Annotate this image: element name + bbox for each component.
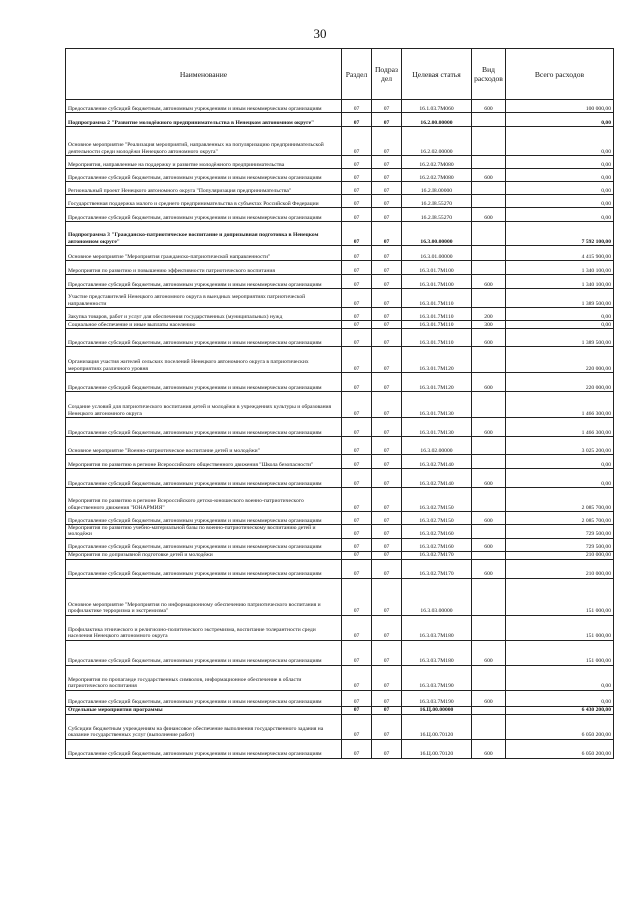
row-subsection-cell: 07: [372, 208, 402, 222]
row-target-cell: 16.3.01.7M110: [402, 321, 472, 329]
table-row: [66, 437, 614, 455]
table-row: [66, 347, 614, 373]
row-expense-type-cell: 600: [472, 469, 506, 488]
row-expense-type-cell: [472, 156, 506, 169]
expenses-table: [65, 48, 614, 759]
row-section-cell: 07: [342, 246, 372, 261]
row-section-cell: 07: [342, 392, 372, 418]
row-subsection-cell: 07: [372, 488, 402, 512]
row-section-cell: 07: [342, 373, 372, 392]
row-expense-type-cell: 600: [472, 208, 506, 222]
row-expense-type-cell: 600: [472, 559, 506, 578]
row-target-cell: 16.3.02.7M140: [402, 455, 472, 469]
row-subsection-cell: 07: [372, 127, 402, 156]
row-target-cell: 16.3.03.7M190: [402, 690, 472, 706]
row-total-cell: 4 415 900,00: [506, 246, 614, 261]
row-target-cell: 16.2.02.7M080: [402, 156, 472, 169]
row-section-cell: 07: [342, 437, 372, 455]
row-section-cell: 07: [342, 289, 372, 308]
row-total-cell: 1 340 100,00: [506, 275, 614, 289]
row-subsection-cell: 07: [372, 455, 402, 469]
row-target-cell: 16.3.01.7M110: [402, 308, 472, 321]
row-name-cell: Региональный проект Ненецкого автономного округа "Популяризация предпринимательства": [66, 182, 342, 195]
header-section: Раздел: [342, 49, 372, 100]
row-name-cell: Мероприятия по развитию и повышению эффективности патриотического воспитания: [66, 261, 342, 275]
row-total-cell: 0,00: [506, 690, 614, 706]
row-name-cell: Предоставление субсидий бюджетным, автономным учреждениям и иным некоммерческим организациям: [66, 690, 342, 706]
row-section-cell: 07: [342, 347, 372, 373]
row-name-cell: Отдельные мероприятия программы: [66, 706, 342, 714]
row-name-cell: Предоставление субсидий бюджетным, автономным учреждениям и иным некоммерческим организациям: [66, 169, 342, 182]
row-total-cell: 0,00: [506, 127, 614, 156]
row-target-cell: 16.2.I8.55270: [402, 208, 472, 222]
table-row: [66, 706, 614, 714]
row-expense-type-cell: 600: [472, 690, 506, 706]
row-section-cell: 07: [342, 538, 372, 551]
row-name-cell: Предоставление субсидий бюджетным, автономным учреждениям и иным некоммерческим организациям: [66, 373, 342, 392]
row-section-cell: 07: [342, 714, 372, 739]
row-total-cell: 0,00: [506, 156, 614, 169]
row-section-cell: 07: [342, 156, 372, 169]
table-row: [66, 308, 614, 321]
row-total-cell: 100 000,00: [506, 100, 614, 113]
table-row: [66, 222, 614, 246]
row-name-cell: Предоставление субсидий бюджетным, автономным учреждениям и иным некоммерческим организациям: [66, 329, 342, 347]
row-expense-type-cell: [472, 437, 506, 455]
table-row: [66, 169, 614, 182]
row-total-cell: 3 025 200,00: [506, 437, 614, 455]
table-row: [66, 488, 614, 512]
row-target-cell: 16.2.I8.00000: [402, 182, 472, 195]
row-subsection-cell: 07: [372, 418, 402, 437]
table-row: [66, 182, 614, 195]
row-subsection-cell: 07: [372, 261, 402, 275]
row-section-cell: 07: [342, 195, 372, 208]
row-subsection-cell: 07: [372, 559, 402, 578]
table-row: [66, 615, 614, 640]
header-name: Наименование: [66, 49, 342, 100]
row-expense-type-cell: 300: [472, 321, 506, 329]
row-target-cell: 16.Ц.00.00000: [402, 706, 472, 714]
row-name-cell: Основное мероприятие "Военно-патриотическое воспитание детей и молодёжи": [66, 437, 342, 455]
row-expense-type-cell: [472, 113, 506, 127]
row-expense-type-cell: 600: [472, 329, 506, 347]
page-number: 30: [313, 26, 327, 41]
row-subsection-cell: 07: [372, 222, 402, 246]
row-target-cell: 16.3.02.7M150: [402, 512, 472, 525]
row-expense-type-cell: [472, 706, 506, 714]
row-expense-type-cell: [472, 578, 506, 615]
row-name-cell: Государственная поддержка малого и среднего предпринимательства в субъектах Российской Федерации: [66, 195, 342, 208]
table-row: [66, 559, 614, 578]
row-name-cell: Создание условий для патриотического воспитания детей и молодёжи в учреждениях культуры и образования Ненецкого автономного округа: [66, 392, 342, 418]
row-subsection-cell: 07: [372, 392, 402, 418]
row-section-cell: 07: [342, 665, 372, 690]
row-expense-type-cell: 600: [472, 418, 506, 437]
row-name-cell: Предоставление субсидий бюджетным, автономным учреждениям и иным некоммерческим организациям: [66, 208, 342, 222]
row-expense-type-cell: [472, 261, 506, 275]
row-total-cell: 0,00: [506, 469, 614, 488]
row-target-cell: 16.2.02.7M080: [402, 169, 472, 182]
row-section-cell: 07: [342, 127, 372, 156]
table-row: [66, 373, 614, 392]
table-row: [66, 690, 614, 706]
row-target-cell: 16.3.02.7M170: [402, 559, 472, 578]
row-section-cell: 07: [342, 208, 372, 222]
row-name-cell: Предоставление субсидий бюджетным, автономным учреждениям и иным некоммерческим организациям: [66, 469, 342, 488]
row-name-cell: Предоставление субсидий бюджетным, автономным учреждениям и иным некоммерческим организациям: [66, 418, 342, 437]
row-total-cell: 1 389 500,00: [506, 289, 614, 308]
row-name-cell: Закупка товаров, работ и услуг для обеспечения государственных (муниципальных) нужд: [66, 308, 342, 321]
row-target-cell: 16.3.03.00000: [402, 578, 472, 615]
row-section-cell: 07: [342, 222, 372, 246]
table-row: [66, 289, 614, 308]
row-target-cell: 16.3.01.7M130: [402, 418, 472, 437]
table-row: [66, 113, 614, 127]
table-row: [66, 127, 614, 156]
row-target-cell: 16.3.01.7M120: [402, 373, 472, 392]
row-name-cell: Социальное обеспечение и иные выплаты населению: [66, 321, 342, 329]
row-subsection-cell: 07: [372, 113, 402, 127]
row-total-cell: 0,00: [506, 321, 614, 329]
table-row: [66, 665, 614, 690]
row-target-cell: 16.3.01.7M130: [402, 392, 472, 418]
row-subsection-cell: 07: [372, 690, 402, 706]
table-row: [66, 261, 614, 275]
row-expense-type-cell: 600: [472, 100, 506, 113]
row-expense-type-cell: [472, 195, 506, 208]
row-expense-type-cell: [472, 347, 506, 373]
row-name-cell: Мероприятия по пропаганде государственных символов, информационное обеспечение в области патриотического воспитания: [66, 665, 342, 690]
row-section-cell: 07: [342, 455, 372, 469]
row-total-cell: 220 000,00: [506, 373, 614, 392]
table-row: [66, 512, 614, 525]
table-row: [66, 739, 614, 758]
row-subsection-cell: 07: [372, 275, 402, 289]
row-subsection-cell: 07: [372, 512, 402, 525]
row-subsection-cell: 07: [372, 640, 402, 665]
row-total-cell: 2 085 700,00: [506, 488, 614, 512]
row-subsection-cell: 07: [372, 329, 402, 347]
row-target-cell: 16.3.02.7M160: [402, 538, 472, 551]
row-expense-type-cell: [472, 127, 506, 156]
row-total-cell: 151 000,00: [506, 615, 614, 640]
row-subsection-cell: 07: [372, 706, 402, 714]
row-target-cell: 16.3.01.7M100: [402, 275, 472, 289]
row-target-cell: 16.3.01.7M100: [402, 261, 472, 275]
row-name-cell: Предоставление субсидий бюджетным, автономным учреждениям и иным некоммерческим организациям: [66, 640, 342, 665]
table-row: [66, 525, 614, 539]
row-name-cell: Предоставление субсидий бюджетным, автономным учреждениям и иным некоммерческим организациям: [66, 538, 342, 551]
row-expense-type-cell: [472, 222, 506, 246]
table-header-row: [66, 49, 614, 100]
table-row: [66, 392, 614, 418]
row-total-cell: 210 000,00: [506, 551, 614, 559]
row-section-cell: 07: [342, 169, 372, 182]
row-total-cell: 0,00: [506, 182, 614, 195]
row-name-cell: Мероприятия по развитию учебно-материальной базы по военно-патриотическому воспитанию детей и молодёжи: [66, 525, 342, 539]
table-row: [66, 195, 614, 208]
row-section-cell: 07: [342, 100, 372, 113]
row-section-cell: 07: [342, 559, 372, 578]
row-subsection-cell: 07: [372, 739, 402, 758]
row-total-cell: 6 430 200,00: [506, 706, 614, 714]
row-subsection-cell: 07: [372, 308, 402, 321]
row-total-cell: 0,00: [506, 665, 614, 690]
row-section-cell: 07: [342, 329, 372, 347]
row-section-cell: 07: [342, 512, 372, 525]
row-target-cell: 16.3.03.7M190: [402, 665, 472, 690]
row-name-cell: Основное мероприятие "Мероприятия гражданско-патриотической направленности": [66, 246, 342, 261]
row-total-cell: 210 000,00: [506, 559, 614, 578]
row-subsection-cell: 07: [372, 373, 402, 392]
row-target-cell: 16.2.02.00000: [402, 127, 472, 156]
row-section-cell: 07: [342, 551, 372, 559]
row-subsection-cell: 07: [372, 525, 402, 539]
table-row: [66, 578, 614, 615]
row-subsection-cell: 07: [372, 578, 402, 615]
table-row: [66, 714, 614, 739]
row-total-cell: 7 592 100,00: [506, 222, 614, 246]
header-total: Всего расходов: [506, 49, 614, 100]
row-subsection-cell: 07: [372, 169, 402, 182]
row-subsection-cell: 07: [372, 551, 402, 559]
row-total-cell: 1 466 300,00: [506, 418, 614, 437]
row-expense-type-cell: [472, 551, 506, 559]
row-total-cell: 0,00: [506, 455, 614, 469]
row-subsection-cell: 07: [372, 437, 402, 455]
table-row: [66, 469, 614, 488]
row-total-cell: 6 050 200,00: [506, 739, 614, 758]
row-target-cell: 16.3.00.00000: [402, 222, 472, 246]
table-row: [66, 329, 614, 347]
row-expense-type-cell: 600: [472, 739, 506, 758]
row-target-cell: 16.3.03.7M180: [402, 640, 472, 665]
table-row: [66, 538, 614, 551]
row-section-cell: 07: [342, 739, 372, 758]
table-row: [66, 275, 614, 289]
row-target-cell: 16.Ц.00.70120: [402, 714, 472, 739]
row-subsection-cell: 07: [372, 347, 402, 373]
row-expense-type-cell: [472, 455, 506, 469]
row-expense-type-cell: 200: [472, 308, 506, 321]
row-name-cell: Подпрограмма 2 "Развитие молодёжного предпринимательства в Ненецком автономном округе": [66, 113, 342, 127]
table-row: [66, 321, 614, 329]
row-name-cell: Предоставление субсидий бюджетным, автономным учреждениям и иным некоммерческим организациям: [66, 100, 342, 113]
table-body: [66, 100, 614, 759]
row-total-cell: 1 466 300,00: [506, 392, 614, 418]
row-subsection-cell: 07: [372, 469, 402, 488]
row-name-cell: Мероприятия, направленные на поддержку и развитие молодёжного предпринимательства: [66, 156, 342, 169]
row-name-cell: Предоставление субсидий бюджетным, автономным учреждениям и иным некоммерческим организациям: [66, 739, 342, 758]
row-name-cell: Подпрограмма 3 "Гражданско-патриотическое воспитание и допризывная подготовка в Ненецком автономном округе": [66, 222, 342, 246]
row-total-cell: 729 500,00: [506, 538, 614, 551]
row-name-cell: Участие представителей Ненецкого автономного округа в выездных мероприятиях патриотической направленности: [66, 289, 342, 308]
table-row: [66, 246, 614, 261]
row-target-cell: 16.3.02.00000: [402, 437, 472, 455]
row-target-cell: 16.3.02.7M170: [402, 551, 472, 559]
row-subsection-cell: 07: [372, 289, 402, 308]
row-name-cell: Субсидии бюджетным учреждениям на финансовое обеспечение выполнения государственного задания на оказание государственных услуг (выполнение работ): [66, 714, 342, 739]
row-expense-type-cell: 600: [472, 538, 506, 551]
header-subsection: Подраз дел: [372, 49, 402, 100]
row-total-cell: 151 000,00: [506, 640, 614, 665]
row-expense-type-cell: [472, 615, 506, 640]
row-expense-type-cell: [472, 665, 506, 690]
row-section-cell: 07: [342, 418, 372, 437]
row-target-cell: 16.1.03.7M060: [402, 100, 472, 113]
row-total-cell: 0,00: [506, 308, 614, 321]
row-expense-type-cell: 600: [472, 275, 506, 289]
row-section-cell: 07: [342, 469, 372, 488]
row-subsection-cell: 07: [372, 100, 402, 113]
row-expense-type-cell: 600: [472, 373, 506, 392]
row-total-cell: 220 000,00: [506, 347, 614, 373]
row-section-cell: 07: [342, 182, 372, 195]
row-expense-type-cell: [472, 714, 506, 739]
row-expense-type-cell: 600: [472, 640, 506, 665]
row-section-cell: 07: [342, 261, 372, 275]
row-total-cell: 0,00: [506, 169, 614, 182]
row-target-cell: 16.2.00.00000: [402, 113, 472, 127]
table-row: [66, 455, 614, 469]
row-subsection-cell: 07: [372, 182, 402, 195]
row-expense-type-cell: [472, 525, 506, 539]
row-total-cell: 151 000,00: [506, 578, 614, 615]
table-row: [66, 640, 614, 665]
table-row: [66, 208, 614, 222]
row-section-cell: 07: [342, 321, 372, 329]
row-target-cell: 16.3.02.7M150: [402, 488, 472, 512]
row-section-cell: 07: [342, 640, 372, 665]
row-total-cell: 0,00: [506, 113, 614, 127]
row-expense-type-cell: [472, 182, 506, 195]
row-subsection-cell: 07: [372, 195, 402, 208]
row-name-cell: Организация участия жителей сельских поселений Ненецкого автономного округа в патриотических мероприятиях различного уровня: [66, 347, 342, 373]
row-subsection-cell: 07: [372, 538, 402, 551]
row-name-cell: Предоставление субсидий бюджетным, автономным учреждениям и иным некоммерческим организациям: [66, 275, 342, 289]
row-section-cell: 07: [342, 308, 372, 321]
row-name-cell: Мероприятия по развитию в регионе Всероссийского детско-юношеского военно-патриотического общественного движения "ЮНАРМИЯ": [66, 488, 342, 512]
row-target-cell: 16.Ц.00.70120: [402, 739, 472, 758]
row-section-cell: 07: [342, 706, 372, 714]
row-name-cell: Предоставление субсидий бюджетным, автономным учреждениям и иным некоммерческим организациям: [66, 512, 342, 525]
row-section-cell: 07: [342, 525, 372, 539]
row-subsection-cell: 07: [372, 615, 402, 640]
row-section-cell: 07: [342, 113, 372, 127]
row-target-cell: 16.3.01.00000: [402, 246, 472, 261]
row-section-cell: 07: [342, 275, 372, 289]
row-subsection-cell: 07: [372, 156, 402, 169]
row-total-cell: 0,00: [506, 208, 614, 222]
row-target-cell: 16.2.I8.55270: [402, 195, 472, 208]
row-expense-type-cell: [472, 246, 506, 261]
row-subsection-cell: 07: [372, 714, 402, 739]
row-expense-type-cell: 600: [472, 169, 506, 182]
row-target-cell: 16.3.01.7M110: [402, 289, 472, 308]
row-section-cell: 07: [342, 690, 372, 706]
table-row: [66, 100, 614, 113]
table-row: [66, 156, 614, 169]
row-target-cell: 16.3.02.7M160: [402, 525, 472, 539]
table-row: [66, 418, 614, 437]
row-total-cell: 2 085 700,00: [506, 512, 614, 525]
row-total-cell: 6 050 200,00: [506, 714, 614, 739]
row-section-cell: 07: [342, 578, 372, 615]
row-expense-type-cell: [472, 488, 506, 512]
row-subsection-cell: 07: [372, 246, 402, 261]
row-expense-type-cell: [472, 392, 506, 418]
row-target-cell: 16.3.01.7M120: [402, 347, 472, 373]
row-target-cell: 16.3.02.7M140: [402, 469, 472, 488]
row-expense-type-cell: [472, 289, 506, 308]
table-row: [66, 551, 614, 559]
row-total-cell: 1 340 100,00: [506, 261, 614, 275]
row-expense-type-cell: 600: [472, 512, 506, 525]
row-target-cell: 16.3.03.7M180: [402, 615, 472, 640]
row-subsection-cell: 07: [372, 665, 402, 690]
header-target: Целевая статья: [402, 49, 472, 100]
row-name-cell: Профилактика этнического и религиозно-политического экстремизма, воспитание толерантности среди населения Ненецкого автономного округа: [66, 615, 342, 640]
row-total-cell: 0,00: [506, 195, 614, 208]
row-target-cell: 16.3.01.7M110: [402, 329, 472, 347]
row-name-cell: Мероприятия по развитию в регионе Всероссийского общественного движения "Школа безопасности": [66, 455, 342, 469]
row-name-cell: Мероприятия по допризывной подготовке детей и молодёжи: [66, 551, 342, 559]
row-name-cell: Основное мероприятие "Мероприятия по информационному обеспечению патриотического воспитания и профилактике терроризма и экстремизма": [66, 578, 342, 615]
row-section-cell: 07: [342, 488, 372, 512]
row-total-cell: 1 389 500,00: [506, 329, 614, 347]
row-subsection-cell: 07: [372, 321, 402, 329]
row-name-cell: Предоставление субсидий бюджетным, автономным учреждениям и иным некоммерческим организациям: [66, 559, 342, 578]
row-name-cell: Основное мероприятие "Реализация мероприятий, направленных на популяризацию предпринимательской деятельности среди молодёжи Ненецкого автономного округа": [66, 127, 342, 156]
row-section-cell: 07: [342, 615, 372, 640]
header-expense-type: Вид расходов: [472, 49, 506, 100]
row-total-cell: 729 500,00: [506, 525, 614, 539]
